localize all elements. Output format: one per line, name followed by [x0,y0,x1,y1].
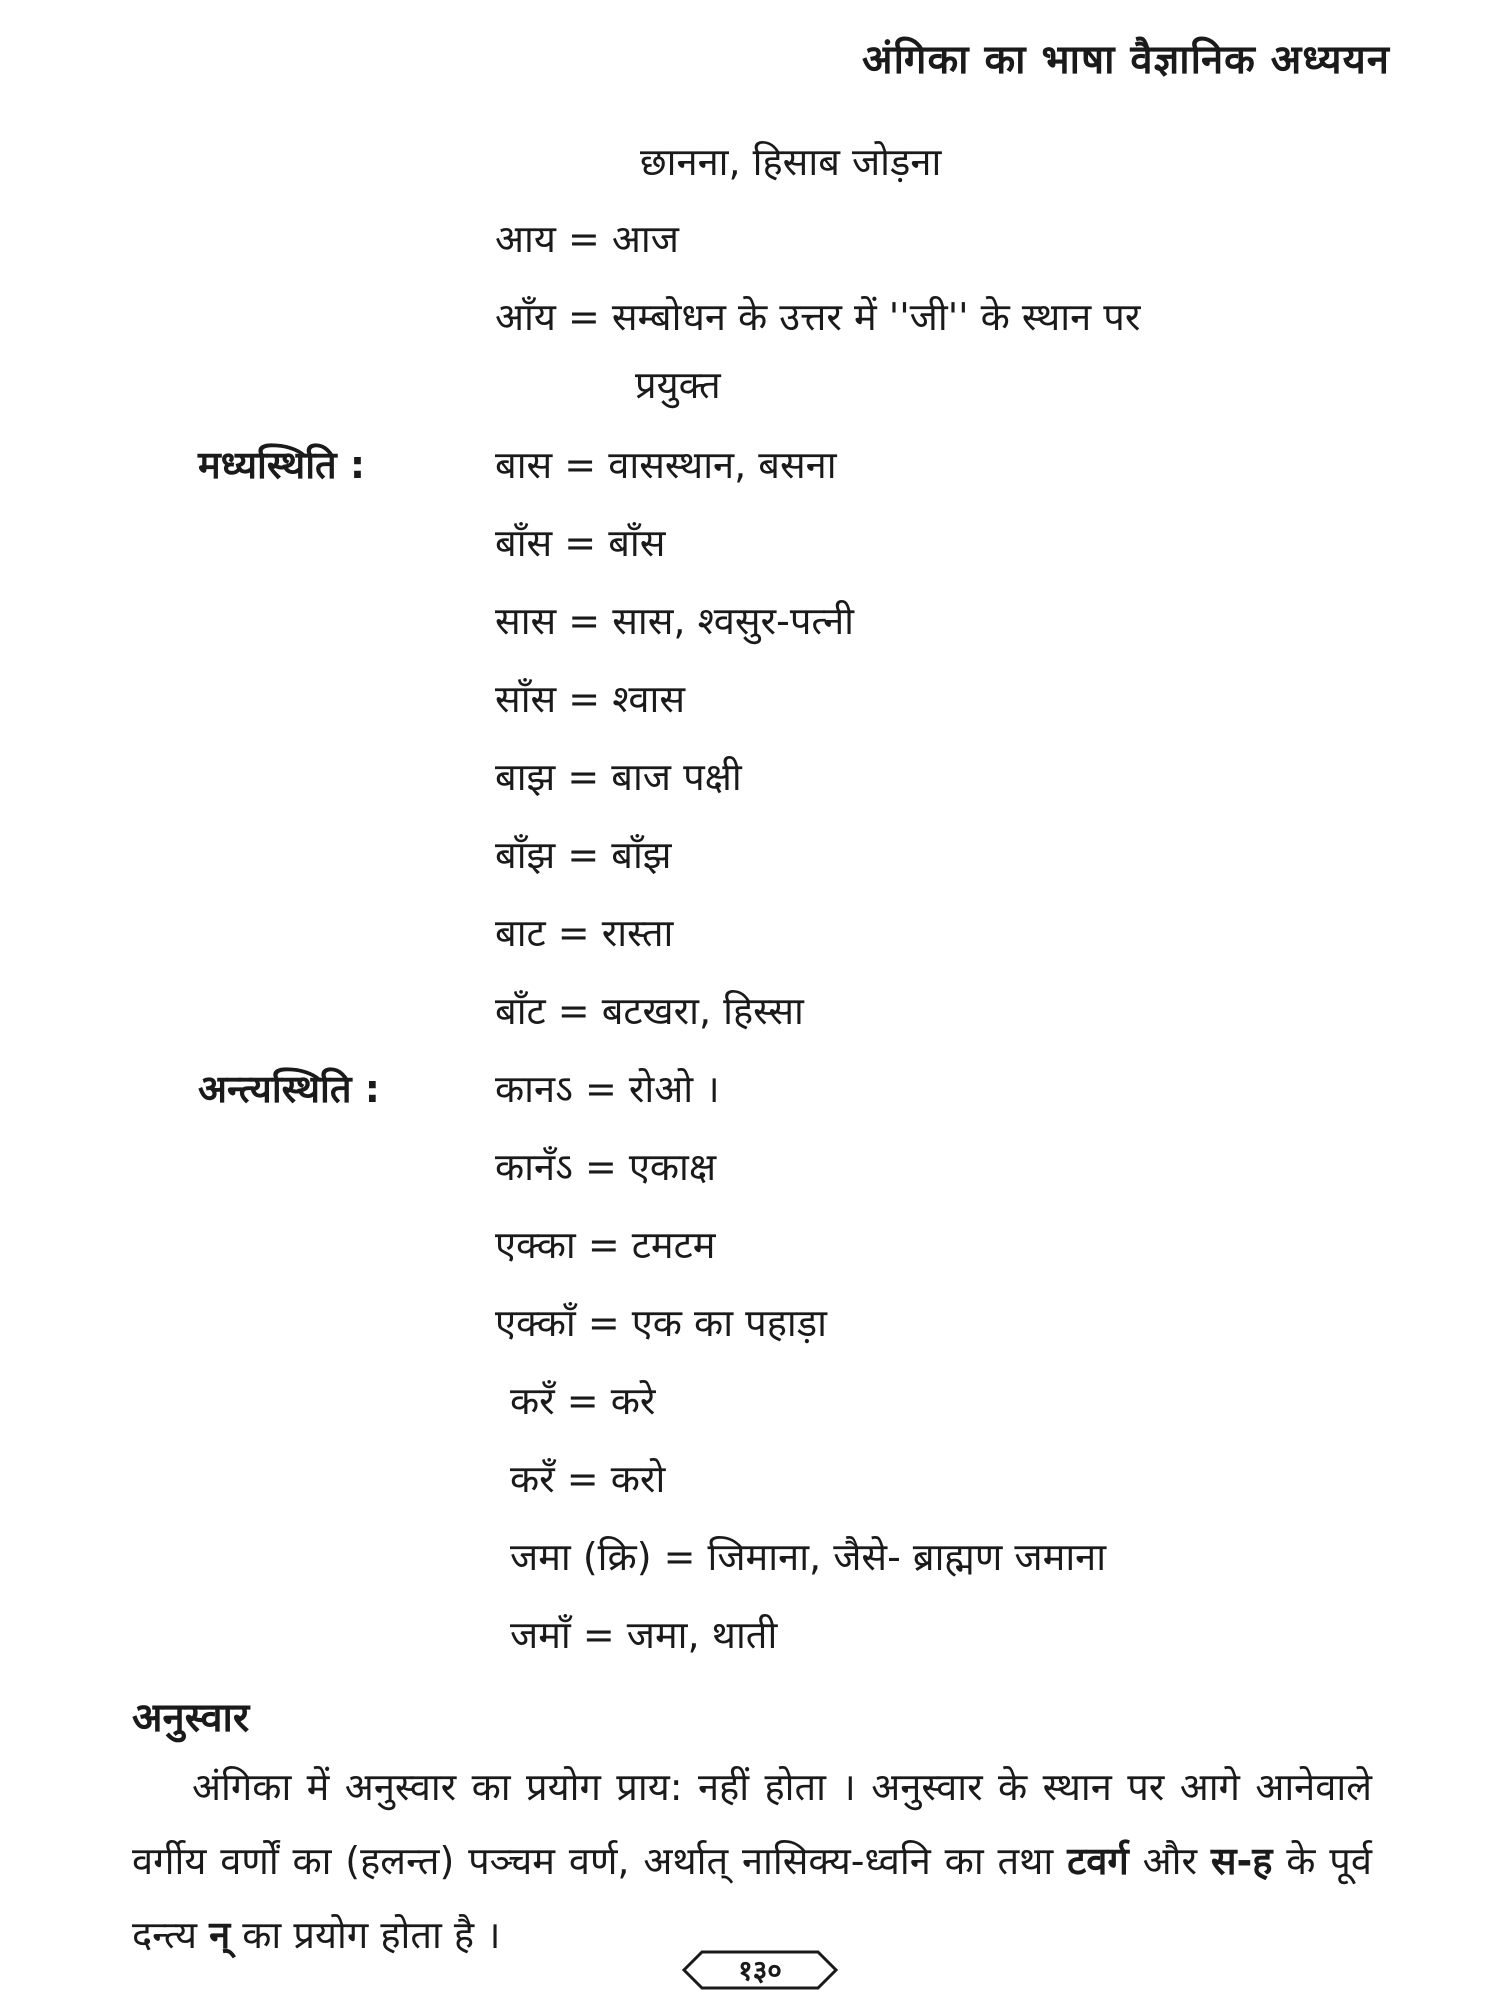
entry-line: आँय = सम्बोधन के उत्तर में ''जी'' के स्थान पर [495,295,1141,339]
section-heading-anusvar: अनुस्वार [132,1695,250,1741]
entry-line: जमाँ = जमा, थाती [510,1613,778,1657]
entry-line: बास = वासस्थान, बसना [495,443,837,487]
entry-line: बाझ = बाज पक्षी [495,755,742,799]
continuation-line: प्रयुक्त [635,363,721,407]
page-number-text: १३० [738,1954,782,1987]
entry-line: एक्का = टमटम [495,1223,716,1267]
madhya-label: मध्यस्थिति : [198,443,366,487]
entry-line: जमा (क्रि) = जिमाना, जैसे- ब्राह्मण जमाना [510,1535,1107,1579]
entry-line: साँस = श्वास [495,677,686,721]
bold-term: स-ह [1210,1839,1273,1883]
entry-line: कानऽ = रोओ । [495,1067,720,1111]
bold-term: न् [209,1913,231,1957]
anusvar-paragraph [132,1750,1372,1972]
entry-line: बाँट = बटखरा, हिस्सा [495,989,804,1033]
para-text: का प्रयोग होता है । [230,1913,501,1957]
entry-line: करँ = करे [510,1379,656,1423]
para-text: अंगिका में अनुस्वार का प्रयोग प्राय: नहीं होता । अनुस्वार के स्थान पर आगे आनेवाले वर्गीय वर्णों का (हलन्त) पञ्चम वर्ण, अर्थात् नासिक्य-ध्वनि का तथा [132,1765,1372,1883]
entry-line: बाँझ = बाँझ [495,833,672,877]
entry-line: एक्काँ = एक का पहाड़ा [495,1301,827,1345]
entry-line: करँ = करो [510,1457,666,1501]
para-text: के पूर्व दन्त्य [132,1839,1372,1957]
para-text: और [1128,1839,1211,1883]
bold-term: टवर्ग [1067,1839,1129,1883]
entry-line: आय = आज [495,217,679,261]
page-number [680,1948,840,1992]
continuation-line: छानना, हिसाब जोड़ना [640,140,942,184]
page-header: अंगिका का भाषा वैज्ञानिक अध्ययन [862,37,1390,83]
entry-line: बाट = रास्ता [495,911,674,955]
entry-line: सास = सास, श्वसुर-पत्नी [495,599,854,643]
entry-line: बाँस = बाँस [495,521,666,565]
antya-label: अन्त्यस्थिति : [198,1067,380,1111]
entry-line: कानँऽ = एकाक्ष [495,1145,717,1189]
